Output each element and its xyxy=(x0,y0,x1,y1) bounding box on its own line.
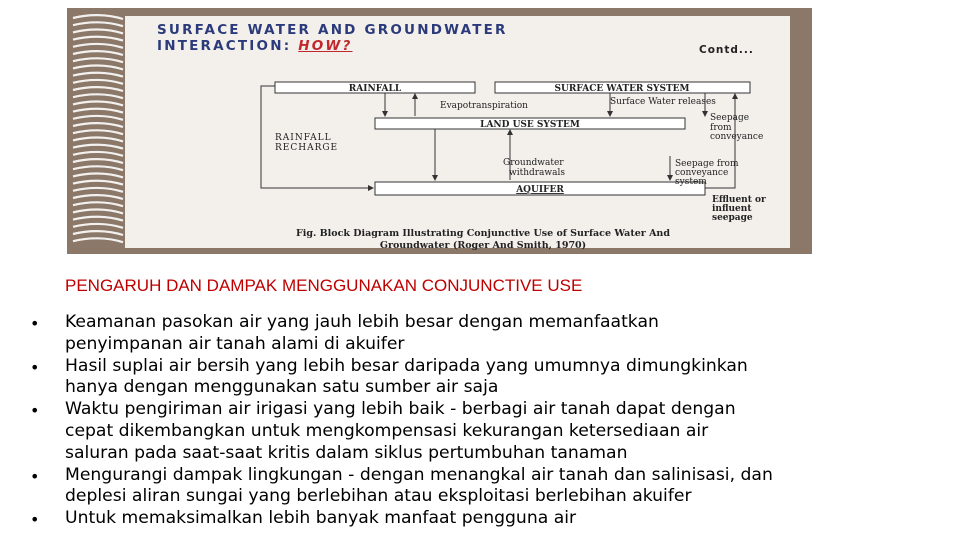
spiral-ring xyxy=(73,94,123,98)
bullet-item xyxy=(30,508,940,530)
bullet-item xyxy=(30,312,940,356)
spiral-ring xyxy=(73,181,123,185)
effluent-label-3: seepage xyxy=(712,213,753,223)
rainfall-box-label: RAINFALL xyxy=(348,84,402,94)
spiral-ring xyxy=(73,188,123,192)
seepage-conveyance-label-3: conveyance xyxy=(710,132,764,142)
figure-caption-line2: Groundwater (Roger And Smith, 1970) xyxy=(379,240,587,251)
spiral-ring xyxy=(73,224,123,228)
rainfall-recharge-label-1: RAINFALL xyxy=(275,133,332,143)
spiral-ring xyxy=(73,30,123,34)
spiral-ring xyxy=(73,109,123,113)
bullet-line: saluran pada saat-saat kritis dalam siklus pertumbuhan tanaman xyxy=(65,442,628,463)
effluent-label-2: influent xyxy=(712,204,752,214)
spiral-ring xyxy=(73,195,123,199)
spiral-ring xyxy=(73,159,123,163)
seepage-system-label-2: conveyance xyxy=(675,168,729,178)
spiral-ring xyxy=(73,123,123,127)
aquifer-label: AQUIFER xyxy=(516,185,564,195)
bullet-dot: • xyxy=(30,510,40,530)
spiral-ring xyxy=(73,238,123,242)
spiral-ring xyxy=(73,202,123,206)
bullet-list xyxy=(30,312,940,530)
spiral-ring xyxy=(73,174,123,178)
spiral-ring xyxy=(73,231,123,235)
spiral-ring xyxy=(73,87,123,91)
bullet-line: cepat dikembangkan untuk mengkompensasi kekurangan ketersediaan air xyxy=(65,420,709,441)
surface-water-releases-label: Surface Water releases xyxy=(610,97,716,107)
bullet-line: Mengurangi dampak lingkungan - dengan menangkal air tanah dan salinisasi, dan xyxy=(65,464,773,485)
seepage-conveyance-label-2: from xyxy=(710,123,732,133)
bullet-dot: • xyxy=(30,357,40,377)
diagram-panel xyxy=(125,16,790,251)
figure-title-emphasis: HOW? xyxy=(298,38,353,54)
seepage-system-label-1: Seepage from xyxy=(675,159,739,169)
bullet-line: Waktu pengiriman air irigasi yang lebih baik - berbagi air tanah dapat dengan xyxy=(65,399,736,420)
evapotranspiration-label: Evapotranspiration xyxy=(440,101,528,111)
figure-caption xyxy=(223,228,743,252)
surface-water-system-label: SURFACE WATER SYSTEM xyxy=(554,84,690,94)
spiral-ring xyxy=(73,116,123,120)
spiral-ring xyxy=(73,217,123,221)
land-use-system-label: LAND USE SYSTEM xyxy=(480,120,580,130)
spiral-ring xyxy=(73,22,123,26)
bullet-item xyxy=(30,356,940,400)
effluent-label-1: Effluent or xyxy=(712,195,766,205)
bullet-dot: • xyxy=(30,466,40,486)
bullet-line: Hasil suplai air bersih yang lebih besar daripada yang umumnya dimungkinkan xyxy=(65,355,748,376)
figure-title-line2-prefix: INTERACTION: xyxy=(157,38,299,54)
diagram-figure xyxy=(67,8,812,254)
bullet-line: deplesi aliran sungai yang berlebihan atau eksploitasi berlebihan akuifer xyxy=(65,486,692,507)
gw-withdrawals-label-1: Groundwater xyxy=(503,158,564,168)
spiral-ring xyxy=(73,37,123,41)
spiral-ring xyxy=(73,152,123,156)
rainfall-recharge-label-2: RECHARGE xyxy=(275,143,339,153)
spiral-ring xyxy=(73,102,123,106)
section-heading: PENGARUH DAN DAMPAK MENGGUNAKAN CONJUNCTIVE USE xyxy=(65,276,583,295)
spiral-ring xyxy=(73,44,123,48)
contd-label: Contd... xyxy=(699,44,754,56)
bullet-dot: • xyxy=(30,401,40,421)
spiral-ring xyxy=(73,66,123,70)
figure-title-line1: SURFACE WATER AND GROUNDWATER xyxy=(157,22,508,38)
spiral-ring xyxy=(73,15,123,19)
spiral-ring xyxy=(73,73,123,77)
bullet-line: hanya dengan menggunakan satu sumber air saja xyxy=(65,377,499,398)
gw-withdrawals-label-2: withdrawals xyxy=(509,168,565,178)
bullet-line: Keamanan pasokan air yang jauh lebih besar dengan memanfaatkan xyxy=(65,312,659,332)
spiral-ring xyxy=(73,145,123,149)
figure-caption-line1: Fig. Block Diagram Illustrating Conjunctive Use of Surface Water And xyxy=(296,228,670,239)
spiral-ring xyxy=(73,58,123,62)
bullet-line: Untuk memaksimalkan lebih banyak manfaat pengguna air xyxy=(65,508,577,529)
seepage-system-label-3: system xyxy=(675,177,707,187)
bullet-item xyxy=(30,399,940,464)
spiral-ring xyxy=(73,166,123,170)
bullet-item xyxy=(30,465,940,509)
spiral-ring xyxy=(73,210,123,214)
seepage-conveyance-label-1: Seepage xyxy=(710,113,750,123)
bullet-line: penyimpanan air tanah alami di akuifer xyxy=(65,333,405,354)
bullet-dot: • xyxy=(30,314,40,333)
spiral-binding-decoration xyxy=(67,8,129,254)
spiral-ring xyxy=(73,138,123,142)
spiral-ring xyxy=(73,130,123,134)
spiral-ring xyxy=(73,80,123,84)
spiral-ring xyxy=(73,51,123,55)
block-diagram xyxy=(125,16,790,248)
